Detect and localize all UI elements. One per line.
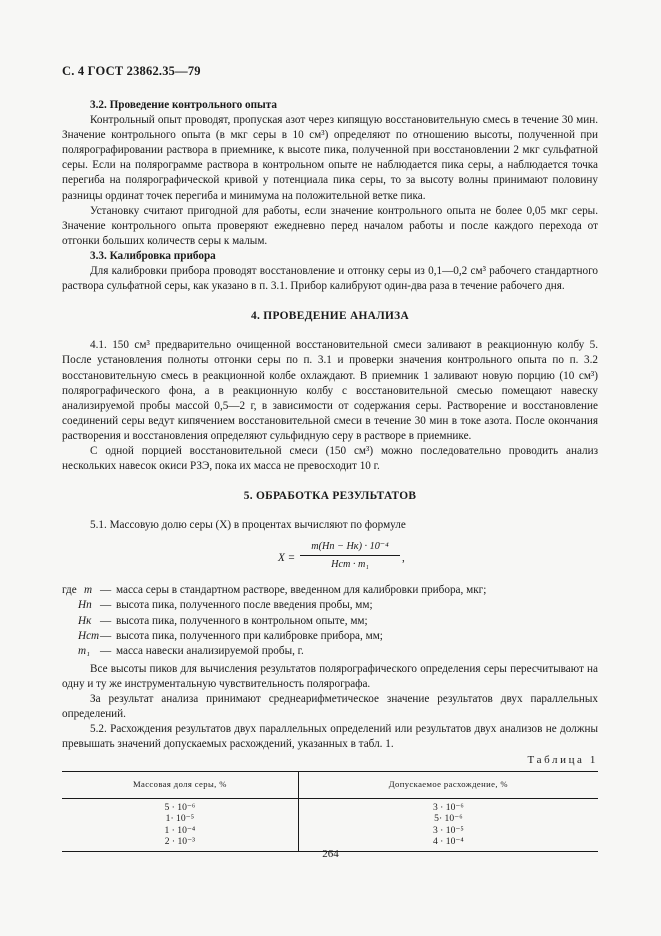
page-content [62,98,598,852]
section-3-3-title: 3.3. Калибровка прибора [90,249,216,262]
table-cell: 1 · 10⁻⁴ [164,824,196,836]
table-caption: Таблица 1 [527,754,598,767]
formula-definitions [62,583,598,658]
formula-tail: , [402,552,405,565]
section-5-paragraph-3: За результат анализа принимают среднеарифметическое значение результатов двух параллельных определений. [62,693,598,721]
section-3-2-title: 3.2. Проведение контрольного опыта [90,99,278,111]
table-cell: 2 · 10⁻³ [62,836,298,851]
definition-row [62,583,598,598]
definition-dash: — [100,644,112,657]
section-5-paragraph-1: 5.1. Массовую долю серы (X) в процентах вычисляют по формуле [90,519,406,532]
section-3-2-paragraph-2: Установку считают пригодной для работы, если значение контрольного опыта не более 0,05 мкг серы. Значение контрольного опыта проверяют ежедневно перед началом работы и после каждого перехода от отгонки больших количеств серы к малым. [62,204,598,247]
table-header-tolerance: Допускаемое расхождение, % [298,772,598,798]
definition-symbol: Hп [78,599,92,612]
definition-dash: — [100,629,112,642]
definition-dash: — [100,599,112,612]
formula-denominator: Hст · m₁ [331,559,369,571]
section-4-paragraph-2: С одной порцией восстановительной смеси (150 см³) можно последовательно проводить анализ нескольких навесок окиси РЗЭ, пока их масса не превосходит 10 г. [62,444,598,473]
formula-lhs: X = [278,552,296,565]
definition-dash: — [100,584,112,597]
formula-fraction [300,539,400,572]
table-row [62,798,598,813]
definition-text: высота пика, полученного в контрольном опыте, мм; [116,614,368,627]
table-header-row [62,772,598,798]
definition-dash: — [100,614,112,627]
definition-symbol: Hк [78,614,92,627]
page-header: С. 4 ГОСТ 23862.35—79 [62,64,201,78]
definition-text: высота пика, полученного при калибровке прибора, мм; [116,629,383,642]
definition-text: масса серы в стандартном растворе, введенном для калибровки прибора, мкг; [116,584,487,597]
table-cell: 3 · 10⁻⁵ [298,825,598,837]
definition-row [62,629,598,644]
formula-numerator: m(Hп − Hк) · 10⁻⁴ [300,539,400,556]
section-3-2-paragraph-1: Контрольный опыт проводят, пропуская азот через кипящую восстановительную смесь в течение 30 мин. Значение контрольного опыта (в мкг серы в 10 см³) определяют по отношению высоты, полученной при полярографировании раствора в приемнике, к высоте пика, полученной при восстановлении 2 мкг сульфатной серы. Если на полярограмме раствора в контрольном опыте не наблюдается пика серы, а наблюдается точка перегиба на полярографической кривой у потенциала пика серы, то за высоту волны принимают половину разницы ординат точек перегиба и минимума на положительной ветке пика. [62,114,598,202]
definition-symbol: m₁ [78,644,90,657]
definition-symbol: m [84,584,93,597]
definition-row [62,644,598,659]
formula [62,539,598,577]
table-cell: 4 · 10⁻⁴ [298,836,598,851]
definition-symbol: Hст [78,629,100,642]
section-5-paragraph-2: Все высоты пиков для вычисления результатов полярографического определения серы пересчитывают на одну и ту же инструментальную чувствительность полярографа. [62,662,598,690]
table-header-mass-fraction: Массовая доля серы, % [62,772,298,798]
table-row [62,813,598,825]
definition-text: масса навески анализируемой пробы, г. [116,644,304,657]
section-5-title: 5. ОБРАБОТКА РЕЗУЛЬТАТОВ [243,490,417,503]
definition-prefix: где [62,584,77,597]
section-3-3-paragraph-1: Для калибровки прибора проводят восстановление и отгонку серы из 0,1—0,2 см³ рабочего стандартного раствора сульфатной серы, как указано в п. 3.1. Прибор калибруют один-два раза в течение рабочего дня. [62,265,598,293]
page-number: 264 [322,848,339,860]
table-cell: 1· 10⁻⁵ [165,813,195,825]
definition-text: высота пика, полученного после введения пробы, мм; [116,599,373,612]
table-cell: 3 · 10⁻⁶ [298,798,598,813]
tolerance-table [62,771,598,851]
section-4-paragraph-1: 4.1. 150 см³ предварительно очищенной восстановительной смеси заливают в реакционную колбу 5. После установления полноты отгонки серы по п. 3.1 и проверки значения контрольного опыта по п. 3.2 восстановительную смесь в реакционной колбе охлаждают. В приемник 1 заливают новую порцию (10 см³) полярографического фона, а в реакционную колбу с восстановительной смесью помещают навеску анализируемой пробы массой 0,5—2 г, в зависимости от содержания серы. Растворение и восстановление соединений серы ведут кипячением восстановительной смеси в течение 30 мин в токе азота. После окончания растворения и восстановления определяют сульфидную серу в растворе в приемнике. [62,339,598,442]
table-cell: 5· 10⁻⁶ [298,813,598,825]
section-5-paragraph-4: 5.2. Расхождения результатов двух параллельных определений или результатов двух анализов не должны превышать значений допускаемых расхождений, указанных в табл. 1. [62,723,598,751]
table-cell: 5 · 10⁻⁶ [164,801,196,813]
definition-row [62,598,598,613]
section-4-title: 4. ПРОВЕДЕНИЕ АНАЛИЗА [251,310,409,323]
definition-row [62,614,598,629]
table-row [62,825,598,837]
